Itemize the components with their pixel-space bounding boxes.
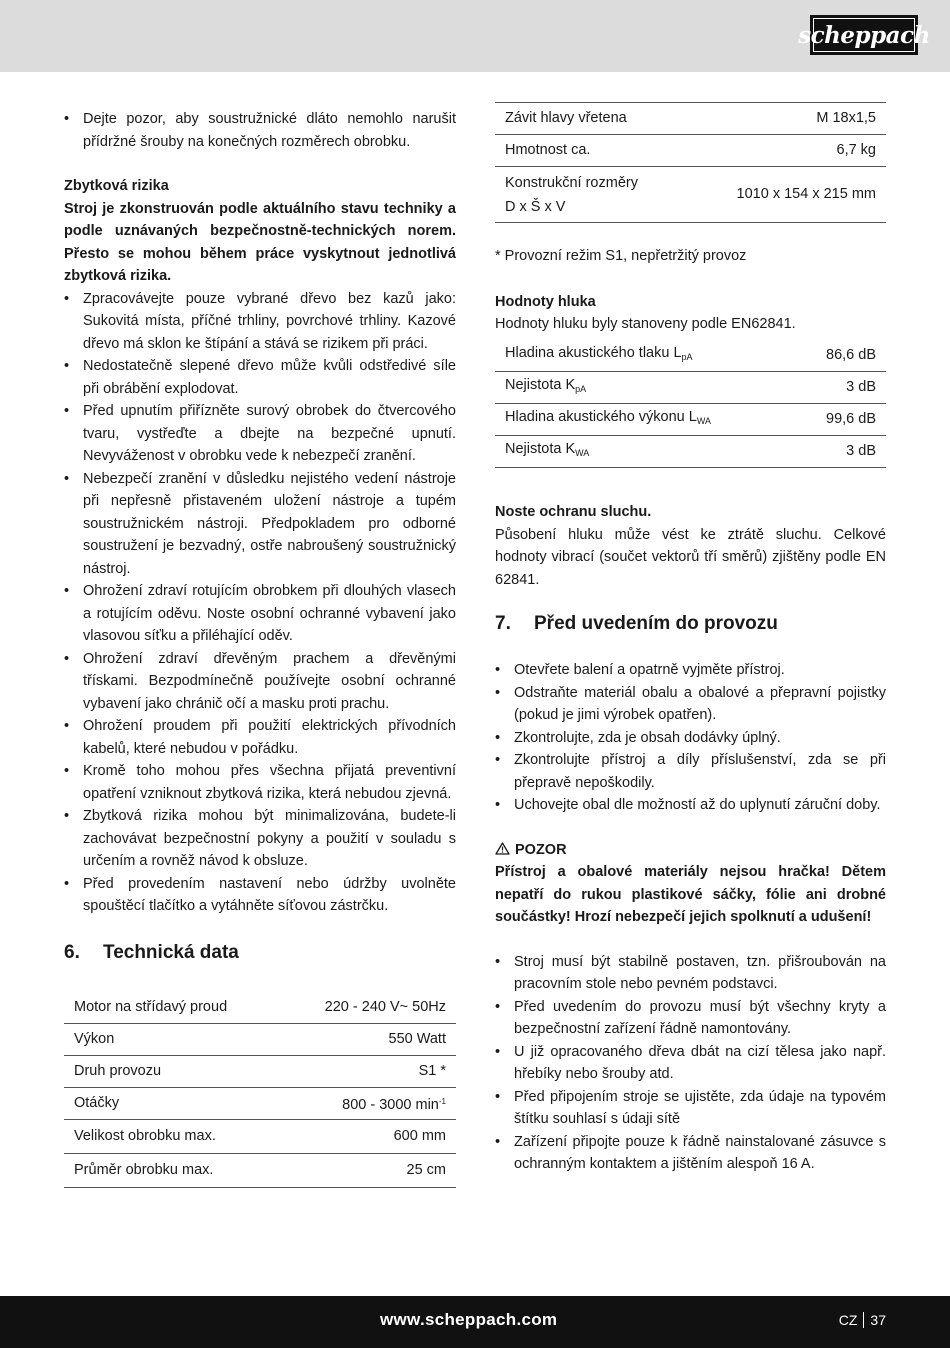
footnote: * Provozní režim S1, nepřetržitý provoz <box>495 248 747 264</box>
table-row <box>64 1088 456 1120</box>
residual-risks-title: Zbytková rizika <box>64 178 169 194</box>
table-cell-value: 1010 x 154 x 215 mm <box>686 167 886 223</box>
table-cell-value: S1 * <box>280 1056 456 1088</box>
table-cell-label: Nejistota $K_{pA}$ <box>495 372 794 404</box>
table-cell-label: Hmotnost ca. <box>495 135 686 167</box>
table-cell-label: Motor na střídavý proud <box>64 992 280 1024</box>
table-row <box>495 436 886 468</box>
list-item: • Před uvedením do provozu musí být všechny kryty a bezpečnostní zařízení řádně namontovány. <box>495 996 886 1041</box>
table-cell-label: Hladina akustického výkonu $L_{WA}$ <box>495 404 794 436</box>
table-row <box>64 1056 456 1088</box>
table-row <box>495 167 886 223</box>
scheppach-logo: scheppach <box>810 15 918 55</box>
table-cell-label: Hladina akustického tlaku $L_{pA}$ <box>495 340 794 372</box>
list-item: • U již opracovaného dřeva dbát na cizí tělesa jako např. hřebíky nebo šrouby atd. <box>495 1041 886 1086</box>
language-code: CZ <box>838 1312 858 1328</box>
table-cell-value: M 18x1,5 <box>686 103 886 135</box>
list-item: • Zpracovávejte pouze vybrané dřevo bez kazů jako: Sukovitá místa, příčné trhliny, povrchové trhliny. Kazové dřevo má sklon ke štípání a stává se rizikem při práci. <box>64 288 456 356</box>
table-row <box>64 992 456 1024</box>
residual-risks-intro: Stroj je zkonstruován podle aktuálního stavu techniky a podle uznávaných bezpečnostně-technických norem. Přesto se mohou během práce vyskytnout jednotlivá zbytková rizika. <box>64 200 456 284</box>
hearing-protection-text: Působení hluku může vést ke ztrátě sluchu. Celkové hodnoty vibrací (součet vektorů tří směrů) zjištěny podle EN 62841. <box>495 526 886 588</box>
list-item: • Uchovejte obal dle možností až do uplynutí záruční doby. <box>495 794 886 817</box>
table-row <box>495 404 886 436</box>
table-cell-label: Velikost obrobku max. <box>64 1120 280 1154</box>
list-item: • Kromě toho mohou přes všechna přijatá preventivní opatření vzniknout zbytková rizika, která nebudou zjevná. <box>64 760 456 805</box>
list-item: • Otevřete balení a opatrně vyjměte přístroj. <box>495 659 886 682</box>
list-item: • Před upnutím přiřízněte surový obrobek do čtvercového tvaru, vystřeďte a dbejte na bezpečné upnutí. Nevyváženost v obrobku vede k nebezpečí zranění. <box>64 400 456 468</box>
table-cell-label: Průměr obrobku max. <box>64 1154 280 1188</box>
table-row <box>495 135 886 167</box>
table-cell-label: Nejistota $K_{WA}$ <box>495 436 794 468</box>
table-row <box>495 372 886 404</box>
table-cell-value: 99,6 dB <box>794 404 886 436</box>
caution-label: POZOR <box>515 841 567 858</box>
setup-list <box>495 951 886 1176</box>
list-item: • Odstraňte materiál obalu a obalové a přepravní pojistky (pokud je jimi výrobek opatřen). <box>495 682 886 727</box>
list-item: • Ohrožení proudem při použití elektrických přívodních kabelů, které nebudou v pořádku. <box>64 715 456 760</box>
table-cell-value: 6,7 kg <box>686 135 886 167</box>
table-row <box>495 103 886 135</box>
footer-url: www.scheppach.com <box>380 1310 558 1329</box>
list-item: • Dejte pozor, aby soustružnické dláto nemohlo narušit přídržné šrouby na konečných rozměrech obrobku. <box>64 108 456 153</box>
caution-text: Přístroj a obalové materiály nejsou hračka! Dětem nepatří do rukou plastikové sáčky, fólie ani drobné součástky! Hrozí nebezpečí jejich spolknutí a udušení! <box>495 864 886 925</box>
residual-risks-list <box>64 288 456 918</box>
preparation-list <box>495 659 886 817</box>
table-row <box>64 1120 456 1154</box>
header-bar <box>0 0 950 72</box>
page-indicator <box>839 1312 886 1328</box>
table-cell-value: 800 - 3000 $\min^{-1}$ <box>280 1088 456 1120</box>
section-title: Před uvedením do provozu <box>534 613 778 634</box>
table-cell-label: Otáčky <box>64 1088 280 1120</box>
tech-data-table-continued <box>495 102 886 223</box>
section-title: Technická data <box>103 941 239 963</box>
section-number: 7. <box>495 613 511 634</box>
table-row <box>64 1024 456 1056</box>
noise-table <box>495 340 886 469</box>
right-column <box>495 102 886 1176</box>
hearing-protection-title: Noste ochranu sluchu. <box>495 504 652 520</box>
superscript: -1 <box>438 1096 446 1106</box>
table-cell-label: Závit hlavy vřetena <box>495 103 686 135</box>
warning-triangle-icon <box>495 842 510 855</box>
table-cell-value: 220 - 240 V~ 50Hz <box>280 992 456 1024</box>
list-item: • Stroj musí být stabilně postaven, tzn. přišroubován na pracovním stole nebo pevném podstavci. <box>495 951 886 996</box>
noise-intro: Hodnoty hluku byly stanoveny podle EN62841. <box>495 316 796 332</box>
footer-bar <box>0 1296 950 1348</box>
table-row <box>64 1154 456 1188</box>
table-cell-value: 550 Watt <box>280 1024 456 1056</box>
left-column <box>64 108 456 1188</box>
section-6-heading <box>64 940 456 966</box>
table-row <box>495 340 886 372</box>
table-cell-value: 600 mm <box>280 1120 456 1154</box>
intro-list <box>64 108 456 153</box>
list-item: • Před připojením stroje se ujistěte, zda údaje na typovém štítku souhlasí s údaji sítě <box>495 1086 886 1131</box>
divider <box>863 1312 864 1328</box>
list-item: • Zařízení připojte pouze k řádně nainstalované zásuvce s ochranným kontaktem a jištěním alespoň 16 A. <box>495 1131 886 1176</box>
tech-data-table <box>64 992 456 1189</box>
table-cell-value: 86,6 dB <box>794 340 886 372</box>
list-item: • Ohrožení zdraví rotujícím obrobkem při dlouhých vlasech a rotujícím oděvu. Noste osobní ochranné vybavení jako vlasovou síťku a přiléhající oděv. <box>64 580 456 648</box>
caution-heading <box>495 839 886 862</box>
list-item: • Zbytková rizika mohou být minimalizována, budete-li zachovávat bezpečnostní pokyny a použití v souladu s určením a rovněž návod k obsluze. <box>64 805 456 873</box>
table-cell-value: 3 dB <box>794 436 886 468</box>
section-number: 6. <box>64 941 80 963</box>
table-cell-label: Výkon <box>64 1024 280 1056</box>
table-cell-value: 25 cm <box>280 1154 456 1188</box>
page-number: 37 <box>870 1312 886 1328</box>
list-item: • Ohrožení zdraví dřevěným prachem a dřevěnými třískami. Bezpodmínečně používejte osobní ochranné vybavení jako chránič očí a masku proti prachu. <box>64 648 456 716</box>
table-cell-label: Konstrukční rozměry D x Š x V <box>495 167 686 223</box>
list-item: • Před provedením nastavení nebo údržby uvolněte spouštěcí tlačítko a vytáhněte síťovou zástrčku. <box>64 873 456 918</box>
noise-title: Hodnoty hluka <box>495 293 596 310</box>
list-item: • Nebezpečí zranění v důsledku nejistého vedení nástroje při nepřesně přistaveném uložení nástroje a tupém soustružnickém nástroji. Předpokladem pro odborné soustružení je bezvadný, ostře nabroušený soustružnický nástroj. <box>64 468 456 581</box>
list-item: • Zkontrolujte, zda je obsah dodávky úplný. <box>495 727 886 750</box>
section-7-heading <box>495 611 886 637</box>
table-cell-label: Druh provozu <box>64 1056 280 1088</box>
table-cell-value: 3 dB <box>794 372 886 404</box>
list-item: • Zkontrolujte přístroj a díly příslušenství, zda se při přepravě nepoškodily. <box>495 749 886 794</box>
list-item: • Nedostatečně slepené dřevo může kvůli odstředivé síle při obrábění explodovat. <box>64 355 456 400</box>
